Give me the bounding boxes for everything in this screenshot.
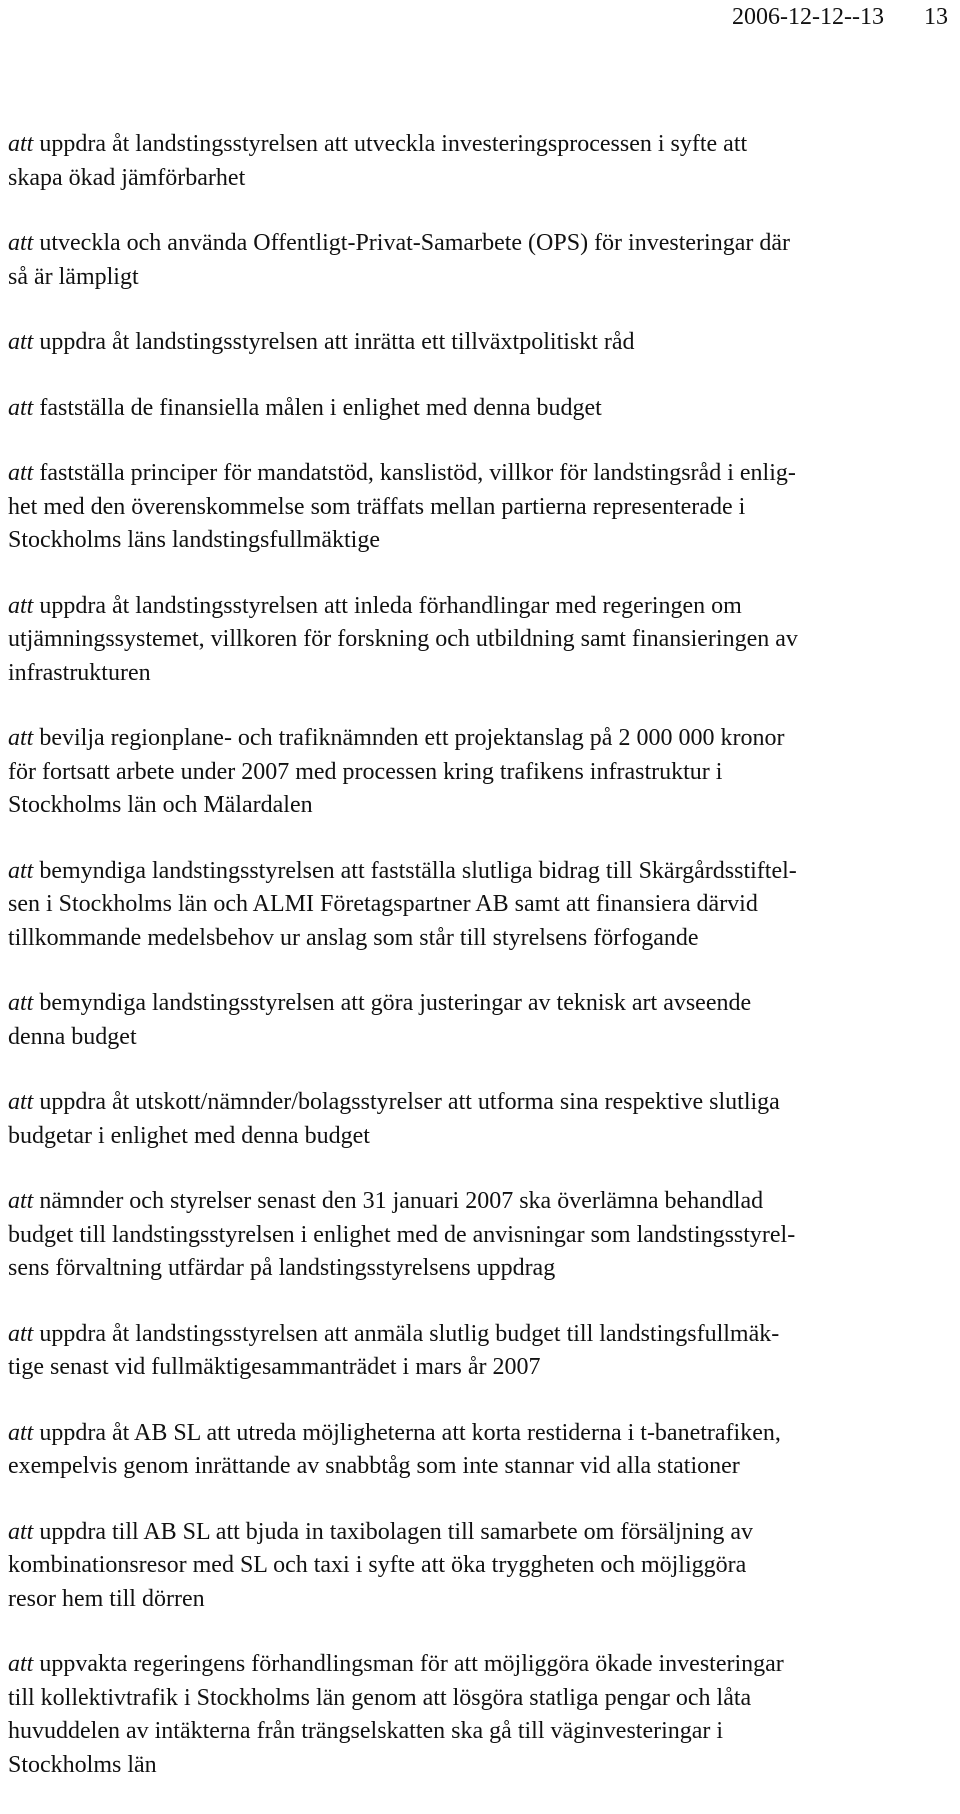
paragraph-line: bevilja regionplane- och trafiknämnden ett projektanslag på 2 000 000 kronor [39, 725, 785, 751]
paragraph-line: uppdra åt landstingsstyrelsen att inrätta ett tillväxtpolitiskt råd [39, 329, 635, 355]
decision-paragraph [8, 392, 946, 426]
paragraph-line: utveckla och använda Offentligt-Privat-Samarbete (OPS) för investeringar där [39, 230, 790, 256]
att-keyword: att [8, 592, 34, 619]
paragraph-line: uppdra till AB SL att bjuda in taxibolagen till samarbete om försäljning av [39, 1518, 753, 1545]
att-keyword: att [8, 1419, 34, 1446]
paragraph-line: uppdra åt landstingsstyrelsen att utveckla investeringsprocessen i syfte att [39, 131, 748, 157]
decision-paragraph [8, 227, 946, 294]
paragraph-line: uppdra åt landstingsstyrelsen att anmäla slutlig budget till landstingsfullmäk- [39, 1320, 780, 1347]
paragraph-line: exempelvis genom inrättande av snabbtåg som inte stannar vid alla stationer [8, 1453, 740, 1479]
paragraph-line: budgetar i enlighet med denna budget [8, 1122, 370, 1149]
paragraph-line: bemyndiga landstingsstyrelsen att fastställa slutliga bidrag till Skärgårdsstiftel- [39, 857, 797, 884]
att-keyword: att [8, 725, 34, 751]
decision-paragraph [8, 1185, 946, 1286]
paragraph-line: Stockholms län [8, 1751, 157, 1778]
decision-paragraph [8, 1318, 946, 1385]
att-keyword: att [8, 131, 34, 157]
paragraph-line: så är lämpligt [8, 263, 139, 290]
decision-paragraph [8, 987, 946, 1054]
decision-paragraph [8, 590, 946, 691]
paragraph-line: tige senast vid fullmäktigesammanträdet i mars år 2007 [8, 1354, 541, 1380]
decision-paragraph [8, 457, 946, 558]
paragraph-line: fastställa de finansiella målen i enlighet med denna budget [39, 394, 602, 421]
decision-paragraph [8, 1086, 946, 1153]
paragraph-line: uppdra åt landstingsstyrelsen att inleda förhandlingar med regeringen om [39, 592, 742, 619]
decision-paragraph [8, 1417, 946, 1484]
paragraph-line: skapa ökad jämförbarhet [8, 164, 246, 191]
paragraph-line: denna budget [8, 1023, 137, 1050]
paragraph-line: Stockholms läns landstingsfullmäktige [8, 527, 380, 553]
att-keyword: att [8, 990, 34, 1016]
decision-paragraph [8, 722, 946, 823]
att-keyword: att [8, 857, 34, 884]
decision-paragraph [8, 1648, 946, 1782]
att-keyword: att [8, 329, 34, 355]
paragraph-line: till kollektivtrafik i Stockholms län genom att lösgöra statliga pengar och låta [8, 1684, 752, 1711]
att-keyword: att [8, 230, 34, 256]
decision-paragraph [8, 128, 946, 195]
paragraph-line: fastställa principer för mandatstöd, kanslistöd, villkor för landstingsråd i enlig- [39, 460, 796, 486]
paragraph-line: för fortsatt arbete under 2007 med processen kring trafikens infrastruktur i [8, 758, 723, 785]
paragraph-line: Stockholms län och Mälardalen [8, 792, 313, 818]
paragraph-line: uppvakta regeringens förhandlingsman för att möjliggöra ökade investeringar [39, 1651, 784, 1677]
paragraph-line: infrastrukturen [8, 659, 151, 686]
decision-paragraph [8, 855, 946, 956]
att-keyword: att [8, 1089, 34, 1115]
att-keyword: att [8, 1651, 34, 1677]
att-keyword: att [8, 1320, 34, 1347]
page-header [8, 2, 948, 32]
paragraph-line: nämnder och styrelser senast den 31 januari 2007 ska överlämna behandlad [39, 1188, 764, 1214]
page-number: 13 [924, 4, 948, 30]
decision-paragraph [8, 326, 946, 360]
paragraph-line: sens förvaltning utfärdar på landstingsstyrelsens uppdrag [8, 1255, 556, 1281]
paragraph-line: kombinationsresor med SL och taxi i syfte att öka tryggheten och möjliggöra [8, 1552, 747, 1578]
paragraph-line: het med den överenskommelse som träffats mellan partierna representerade i [8, 493, 746, 520]
decision-list [8, 128, 946, 1814]
header-date: 2006-12-12--13 [732, 4, 884, 30]
paragraph-line: resor hem till dörren [8, 1585, 205, 1612]
decision-paragraph [8, 1516, 946, 1617]
paragraph-line: huvuddelen av intäkterna från trängselskatten ska gå till väginvesteringar i [8, 1718, 724, 1744]
paragraph-line: uppdra åt AB SL att utreda möjligheterna att korta restiderna i t-banetrafiken, [39, 1419, 781, 1446]
att-keyword: att [8, 460, 34, 486]
att-keyword: att [8, 394, 34, 421]
paragraph-line: utjämningssystemet, villkoren för forskning och utbildning samt finansieringen av [8, 626, 798, 652]
paragraph-line: sen i Stockholms län och ALMI Företagspartner AB samt att finansiera därvid [8, 891, 758, 917]
paragraph-line: budget till landstingsstyrelsen i enlighet med de anvisningar som landstingsstyrel- [8, 1221, 796, 1248]
paragraph-line: tillkommande medelsbehov ur anslag som står till styrelsens förfogande [8, 924, 699, 951]
paragraph-line: bemyndiga landstingsstyrelsen att göra justeringar av teknisk art avseende [39, 990, 752, 1016]
att-keyword: att [8, 1518, 34, 1545]
paragraph-line: uppdra åt utskott/nämnder/bolagsstyrelser att utforma sina respektive slutliga [39, 1089, 780, 1115]
att-keyword: att [8, 1188, 34, 1214]
